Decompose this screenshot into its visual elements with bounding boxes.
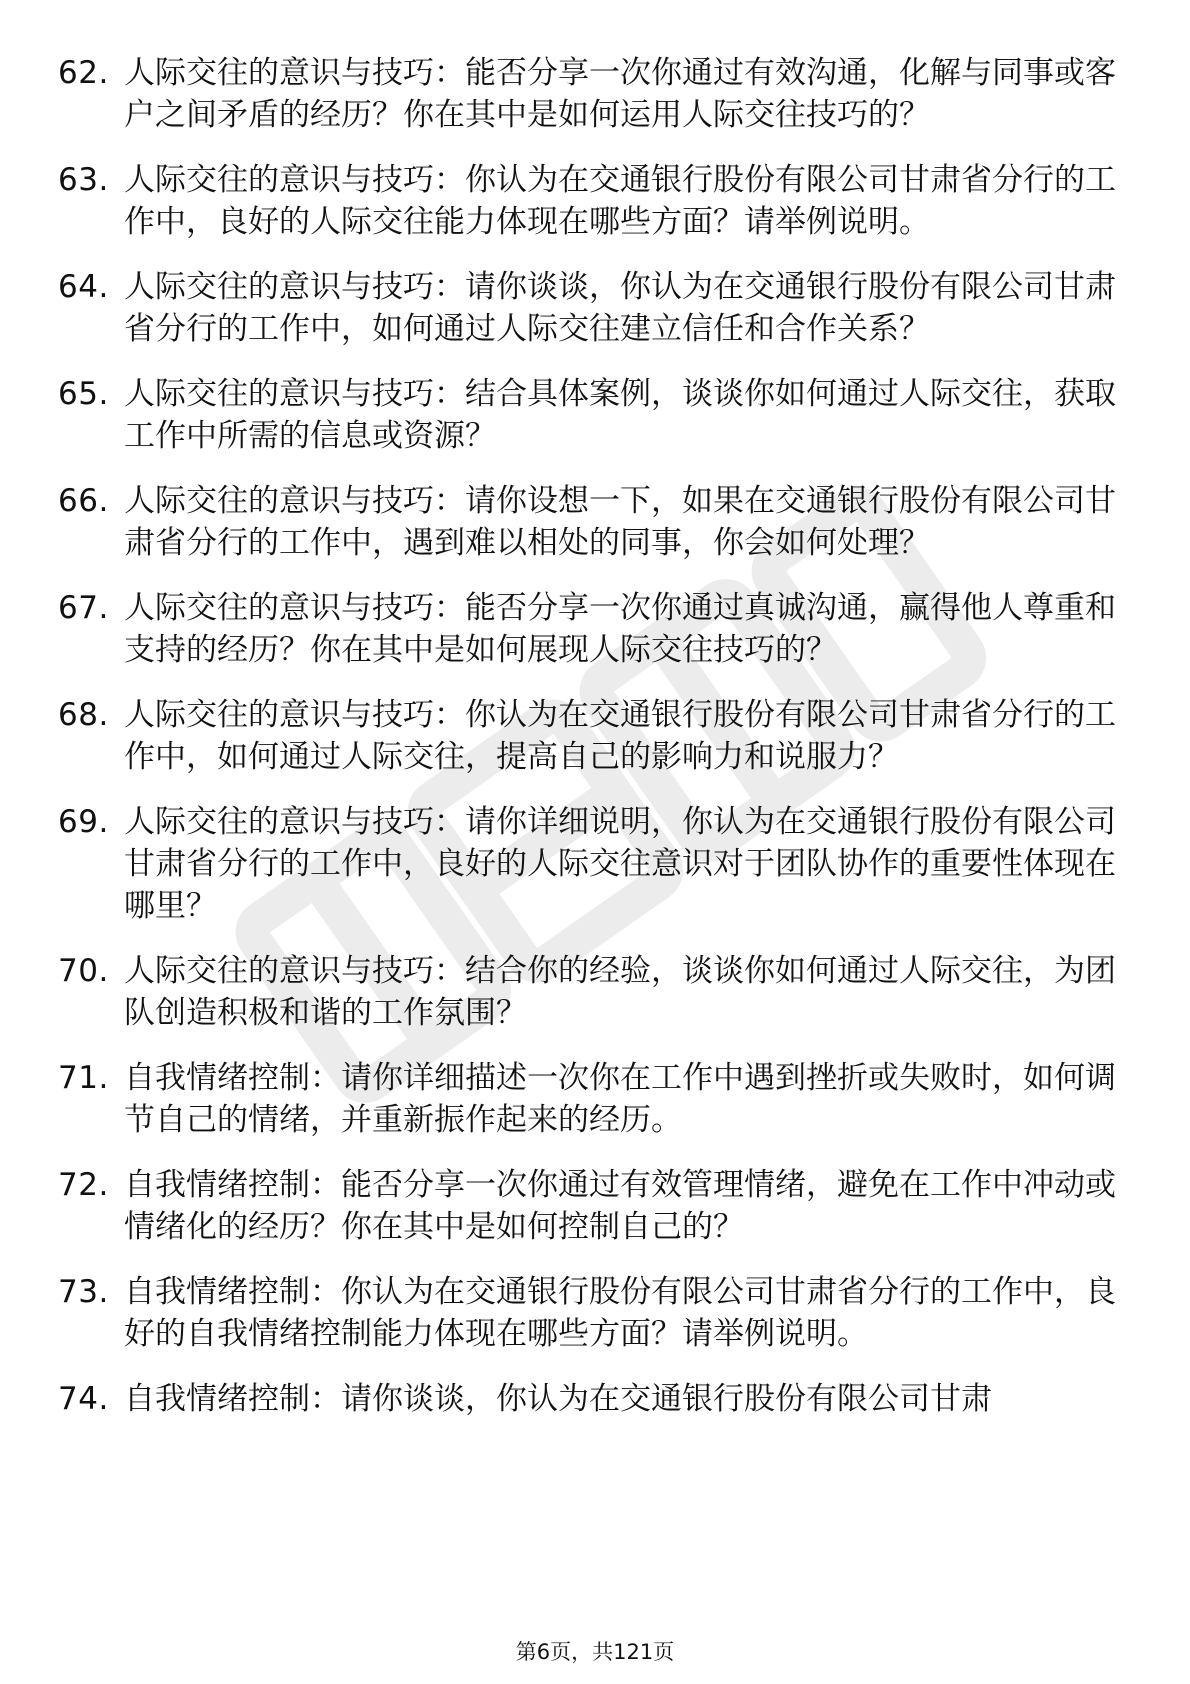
question-number: 67. <box>58 590 109 626</box>
question-text: 人际交往的意识与技巧：能否分享一次你通过有效沟通，化解与同事或客户之间矛盾的经历？你在其中是如何运用人际交往技巧的？ <box>124 55 1116 133</box>
question-number: 64. <box>58 269 109 305</box>
question-item <box>58 159 1138 243</box>
question-text: 自我情绪控制：请你谈谈，你认为在交通银行股份有限公司甘肃 <box>124 1381 992 1417</box>
question-text: 人际交往的意识与技巧：结合具体案例，谈谈你如何通过人际交往，获取工作中所需的信息或资源？ <box>124 376 1116 454</box>
question-number: 69. <box>58 804 109 840</box>
question-item <box>58 1057 1138 1141</box>
question-number: 65. <box>58 376 109 412</box>
question-number: 72. <box>58 1167 109 1203</box>
question-number: 70. <box>58 953 109 989</box>
question-item <box>58 373 1138 457</box>
question-text: 人际交往的意识与技巧：结合你的经验，谈谈你如何通过人际交往，为团队创造积极和谐的工作氛围？ <box>124 953 1116 1031</box>
question-text: 人际交往的意识与技巧：你认为在交通银行股份有限公司甘肃省分行的工作中，良好的人际交往能力体现在哪些方面？请举例说明。 <box>124 162 1116 240</box>
question-item <box>58 266 1138 350</box>
question-text: 人际交往的意识与技巧：能否分享一次你通过真诚沟通，赢得他人尊重和支持的经历？你在其中是如何展现人际交往技巧的？ <box>124 590 1116 668</box>
question-item <box>58 950 1138 1034</box>
question-text: 自我情绪控制：请你详细描述一次你在工作中遇到挫折或失败时，如何调节自己的情绪，并重新振作起来的经历。 <box>124 1060 1116 1138</box>
question-text: 人际交往的意识与技巧：请你详细说明，你认为在交通银行股份有限公司甘肃省分行的工作中，良好的人际交往意识对于团队协作的重要性体现在哪里？ <box>124 804 1116 924</box>
question-number: 74. <box>58 1381 109 1417</box>
question-item <box>58 587 1138 671</box>
question-number: 66. <box>58 483 109 519</box>
question-item <box>58 801 1138 927</box>
page-footer: 第6页，共121页 <box>515 1640 675 1664</box>
question-text: 人际交往的意识与技巧：你认为在交通银行股份有限公司甘肃省分行的工作中，如何通过人际交往，提高自己的影响力和说服力？ <box>124 697 1116 775</box>
question-item <box>58 52 1138 136</box>
question-text: 人际交往的意识与技巧：请你谈谈，你认为在交通银行股份有限公司甘肃省分行的工作中，如何通过人际交往建立信任和合作关系？ <box>124 269 1116 347</box>
question-item <box>58 1164 1138 1248</box>
question-number: 62. <box>58 55 109 91</box>
question-number: 73. <box>58 1274 109 1310</box>
question-number: 63. <box>58 162 109 198</box>
question-number: 71. <box>58 1060 109 1096</box>
question-item <box>58 1378 1138 1420</box>
question-list <box>58 52 1138 1443</box>
question-text: 人际交往的意识与技巧：请你设想一下，如果在交通银行股份有限公司甘肃省分行的工作中，遇到难以相处的同事，你会如何处理？ <box>124 483 1116 561</box>
question-text: 自我情绪控制：能否分享一次你通过有效管理情绪，避免在工作中冲动或情绪化的经历？你在其中是如何控制自己的？ <box>124 1167 1116 1245</box>
question-item <box>58 480 1138 564</box>
question-number: 68. <box>58 697 109 733</box>
question-text: 自我情绪控制：你认为在交通银行股份有限公司甘肃省分行的工作中，良好的自我情绪控制能力体现在哪些方面？请举例说明。 <box>124 1274 1116 1352</box>
question-item <box>58 1271 1138 1355</box>
question-item <box>58 694 1138 778</box>
